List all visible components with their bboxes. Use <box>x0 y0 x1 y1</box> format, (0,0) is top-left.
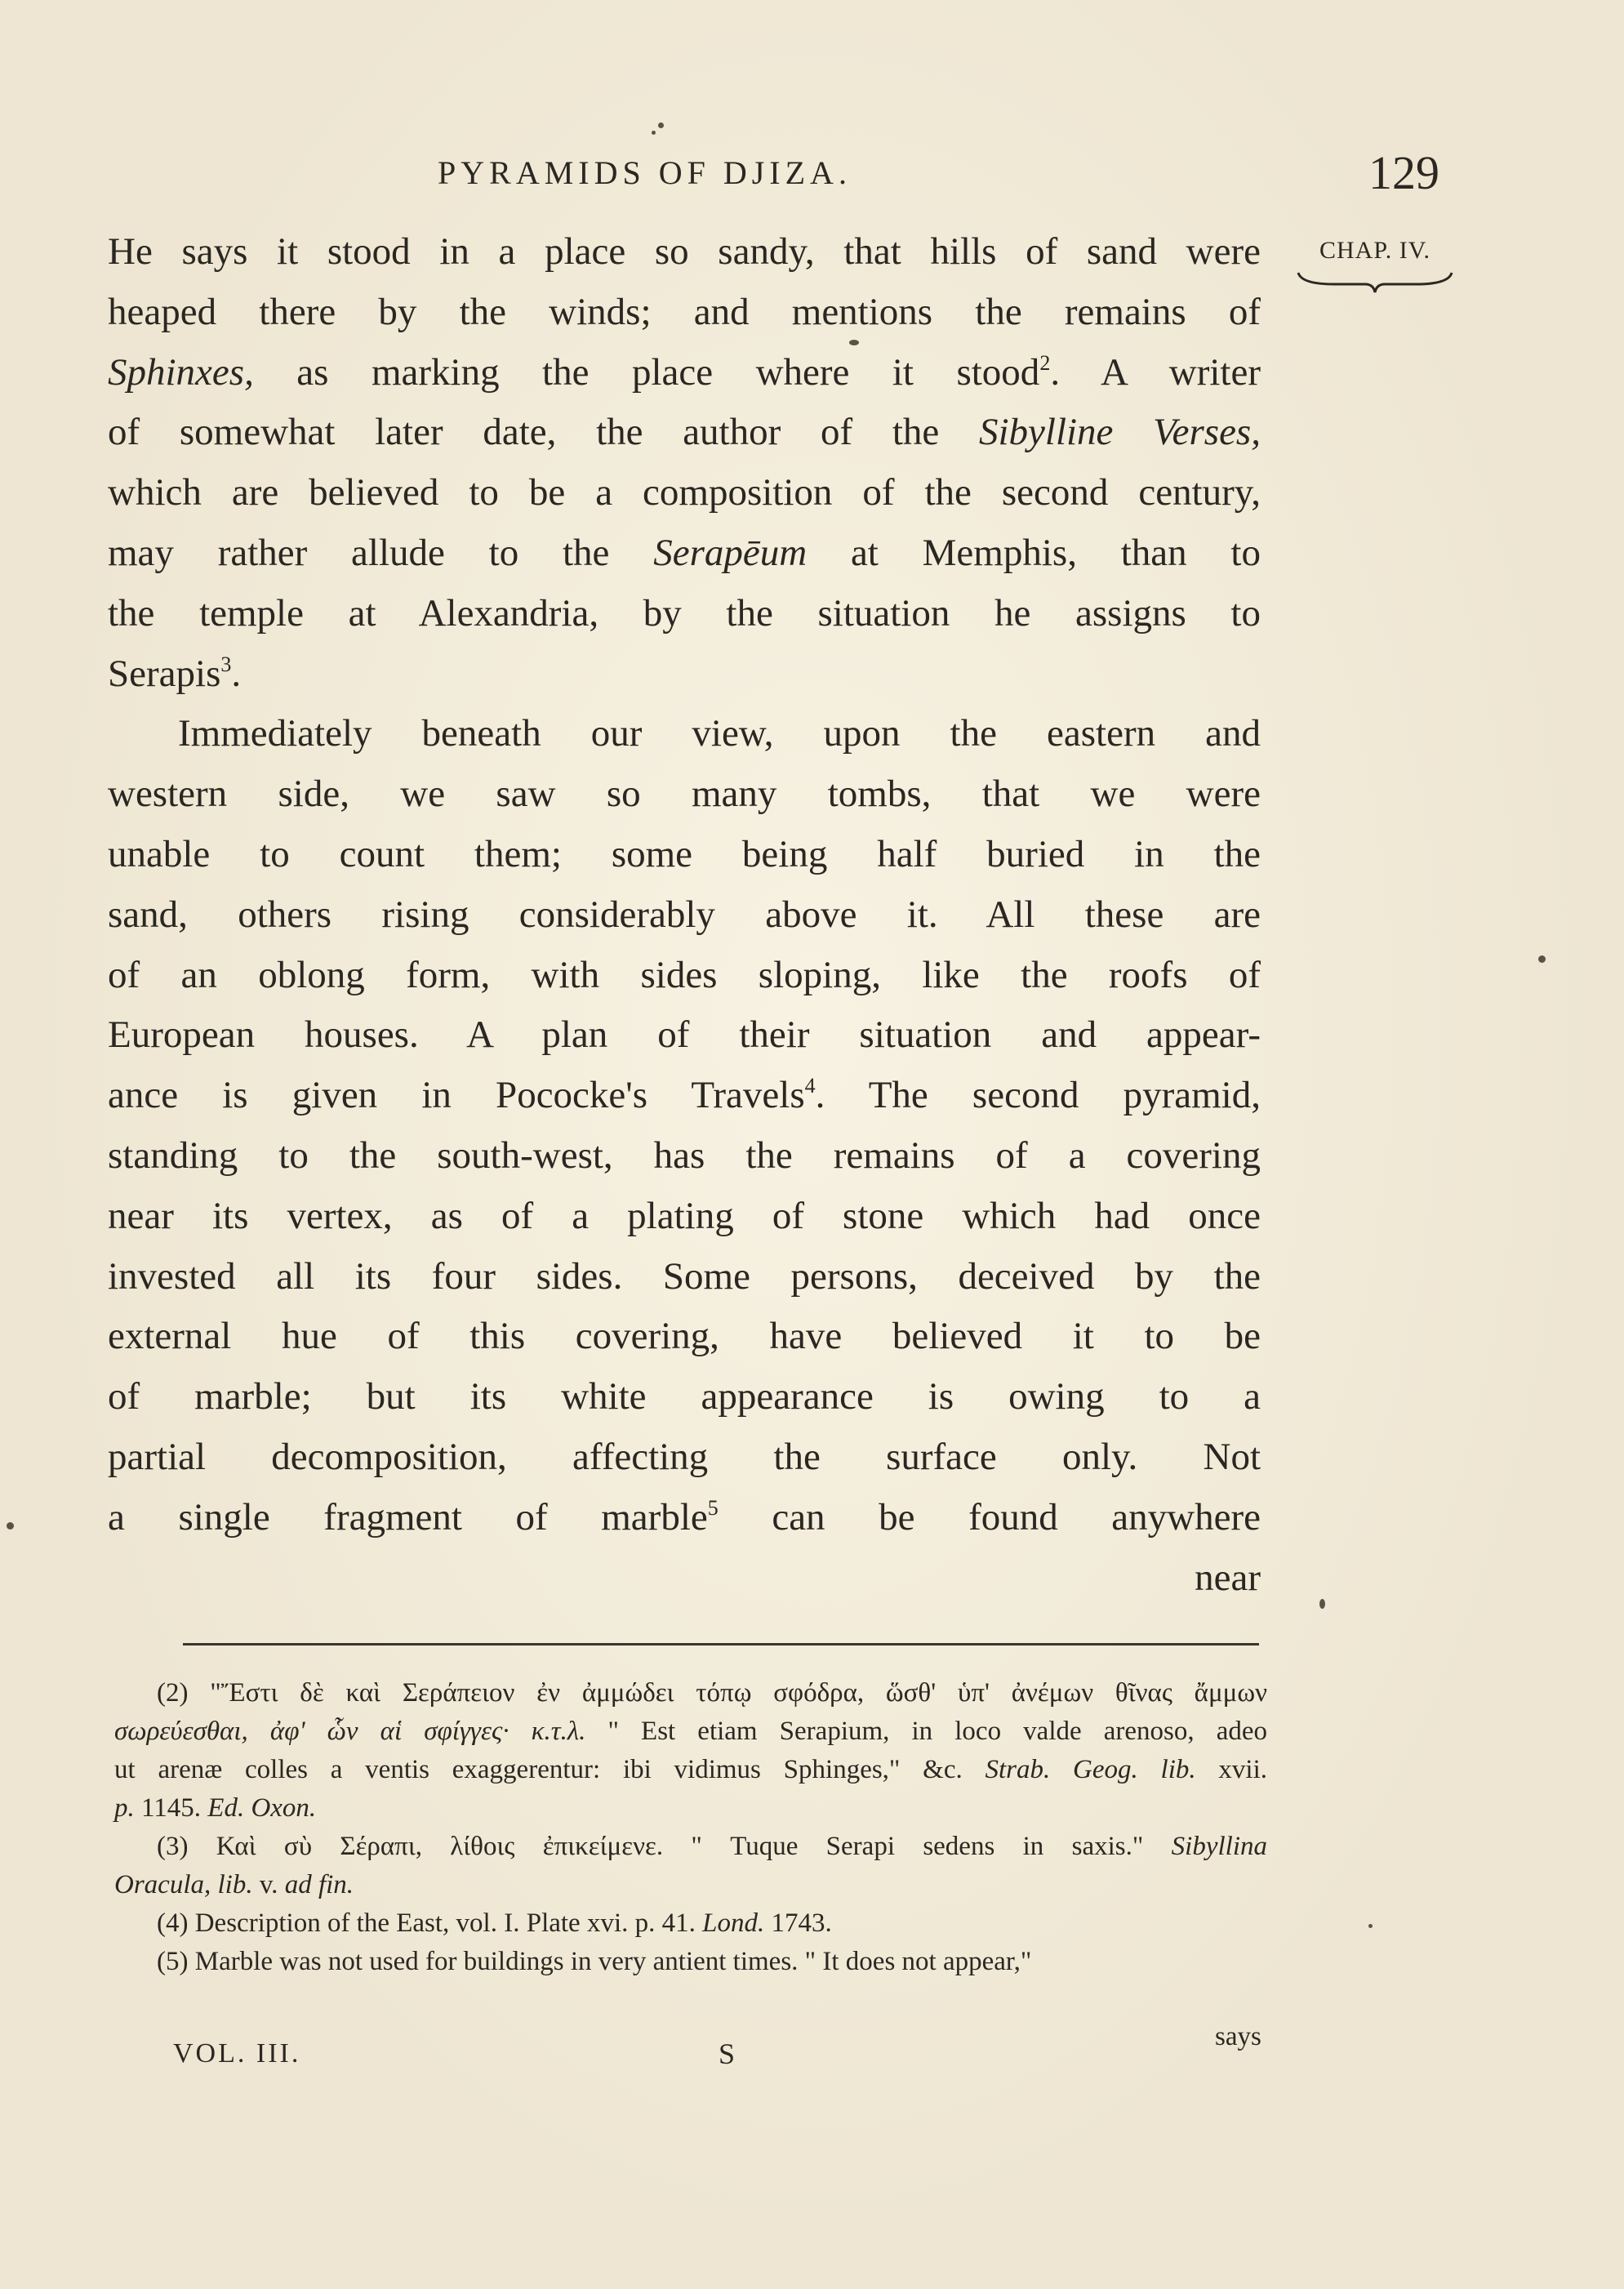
chapter-margin-note <box>1293 237 1457 294</box>
footnote-marker: 3 <box>220 652 232 676</box>
signature-mark: S <box>719 2037 736 2070</box>
text-line: of marble; but its white appearance is owing to a <box>108 1375 1261 1418</box>
chapter-label: CHAP. IV. <box>1319 237 1430 264</box>
footnotes <box>114 1674 1267 1981</box>
ink-speck <box>1368 1924 1373 1928</box>
brace-icon <box>1293 266 1457 294</box>
ink-speck <box>7 1522 14 1530</box>
italic-term: Sphinxes, <box>108 350 254 394</box>
text-line: He says it stood in a place so sandy, that hills of sand were <box>108 230 1261 273</box>
ink-speck <box>1319 1599 1325 1609</box>
footnote-line: σωρεύεσθαι, ἀφ' ὧν αἱ σφίγγες· κ.τ.λ. " Est etiam Serapium, in loco valde arenoso, adeo <box>114 1717 1267 1746</box>
text-line: Sphinxes, as marking the place where it stood$^2$. A writer <box>108 350 1261 394</box>
text-line: European houses. A plan of their situation and appear- <box>108 1013 1261 1057</box>
text-line: ance is given in Pococke's Travels$^4$. The second pyramid, <box>108 1074 1261 1117</box>
footnote-line: Oracula, lib. v. ad fin. <box>114 1870 354 1899</box>
catchword-line: near <box>1195 1556 1261 1599</box>
text-line: partial decomposition, affecting the surface only. Not <box>108 1435 1261 1478</box>
text-line: external hue of this covering, have believed it to be <box>108 1315 1261 1358</box>
footnote-line: (3) Καὶ σὺ Σέραπι, λίθοις ἐπικείμενε. " Tuque Serapi sedens in saxis." Sibyllina <box>157 1832 1267 1861</box>
text-line: may rather allude to the Serapēum at Memphis, than to <box>108 531 1261 574</box>
text-line: western side, we saw so many tombs, that we were <box>108 773 1261 816</box>
footnote-line: (4) Description of the East, vol. I. Plate xvi. p. 41. Lond. 1743. <box>157 1908 832 1938</box>
ink-speck <box>658 122 664 128</box>
text-line: invested all its four sides. Some persons, deceived by the <box>108 1254 1261 1298</box>
footnote-rule <box>183 1643 1259 1645</box>
text-line: which are believed to be a composition of the second century, <box>108 471 1261 514</box>
text-line: Immediately beneath our view, upon the eastern and <box>178 712 1261 755</box>
italic-term: Sibylline Verses, <box>978 411 1261 454</box>
volume-label: VOL. III. <box>173 2038 301 2069</box>
text-line: sand, others rising considerably above it. All these are <box>108 893 1261 936</box>
footnote-line: (2) "Ἔστι δὲ καὶ Σεράπειον ἐν ἀμμώδει τόπῳ σφόδρα, ὥσθ' ὑπ' ἀνέμων θῖνας ἄμμων <box>157 1678 1267 1708</box>
ink-speck <box>1538 955 1546 963</box>
text-line: Serapis$^3$. <box>108 652 242 695</box>
footnote-line: ut arenæ colles a ventis exaggerentur: ibi vidimus Sphinges," &c. Strab. Geog. lib. xvii. <box>114 1755 1267 1784</box>
body-text <box>108 222 1261 1608</box>
text-line: a single fragment of marble$^5$ can be found anywhere <box>108 1495 1261 1539</box>
text-line: near its vertex, as of a plating of stone which had once <box>108 1194 1261 1237</box>
footnote-marker: 2 <box>1039 350 1051 375</box>
footnote-line: p. 1145. Ed. Oxon. <box>114 1793 317 1823</box>
text-line: the temple at Alexandria, by the situation he assigns to <box>108 591 1261 635</box>
text-line: unable to count them; some being half buried in the <box>108 832 1261 875</box>
page-number: 129 <box>1368 146 1439 199</box>
italic-term: Serapēum <box>653 531 808 574</box>
text-line: standing to the south-west, has the remains of a covering <box>108 1133 1261 1177</box>
ink-speck <box>652 131 656 135</box>
footnote-marker: 5 <box>707 1495 719 1520</box>
text-line: of somewhat later date, the author of the Sibylline Verses, <box>108 411 1261 454</box>
footnote-line: (5) Marble was not used for buildings in very antient times. " It does not appear," <box>157 1947 1032 1976</box>
catchword: says <box>1215 2022 1261 2051</box>
running-head: PYRAMIDS OF DJIZA. <box>438 154 852 191</box>
ink-speck <box>849 340 859 345</box>
text-line: heaped there by the winds; and mentions the remains of <box>108 290 1261 333</box>
text-line: of an oblong form, with sides sloping, like the roofs of <box>108 953 1261 996</box>
footnote-marker: 4 <box>804 1074 816 1098</box>
